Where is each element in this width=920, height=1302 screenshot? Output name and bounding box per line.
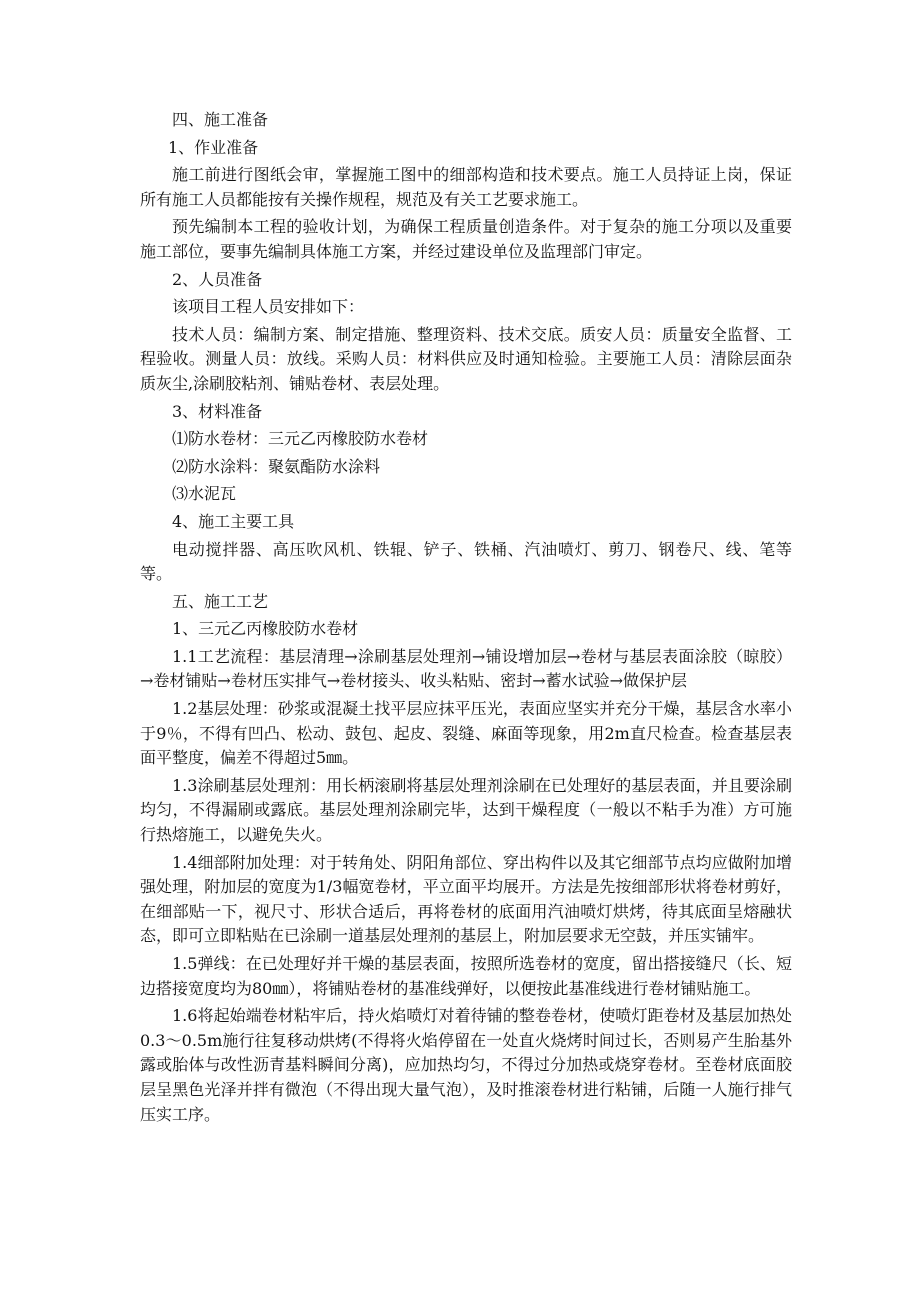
paragraph: 1.5弹线：在已处理好并干燥的基层表面，按照所选卷材的宽度，留出搭接缝尺（长、短边搭接宽度均为80㎜），将铺贴卷材的基准线弹好，以便按此基准线进行卷材铺贴施工。 [140,954,792,998]
paragraph: 预先编制本工程的验收计划，为确保工程质量创造条件。对于复杂的施工分项以及重要施工部位，要事先编制具体施工方案，并经过建设单位及监理部门审定。 [140,217,792,261]
paragraph: 该项目工程人员安排如下： [172,297,365,317]
section-5-heading: 五、施工工艺 [172,591,269,611]
list-item: ⑶水泥瓦 [172,484,237,504]
subsection-1-heading: 1、作业准备 [168,137,259,157]
subsection-4-heading: 4、施工主要工具 [172,511,295,531]
document-page [140,108,792,1130]
paragraph: 1.1工艺流程：基层清理→涂刷基层处理剂→铺设增加层→卷材与基层表面涂胶（晾胶）→卷材铺贴→卷材压实排气→卷材接头、收头粘贴、密封→蓄水试验→做保护层 [140,646,792,691]
paragraph: 电动搅拌器、高压吹风机、铁辊、铲子、铁桶、汽油喷灯、剪刀、钢卷尺、线、笔等等。 [140,539,792,584]
paragraph: 1.6将起始端卷材粘牢后，持火焰喷灯对着待铺的整卷卷材，使喷灯距卷材及基层加热处0.3～0.5m施行往复移动烘烤(不得将火焰停留在一处直火烧烤时间过长，否则易产生胎基外露或胎体与改性沥青基料瞬间分离)，应加热均匀，不得过分加热或烧穿卷材。至卷材底面胶层呈黑色光泽并拌有微泡（不得出现大量气泡），及时推滚卷材进行粘铺，后随一人施行排气压实工序。 [140,1006,792,1124]
subsection-3-heading: 3、材料准备 [172,401,263,421]
paragraph: 1.4细部附加处理：对于转角处、阴阳角部位、穿出构件以及其它细部节点均应做附加增强处理，附加层的宽度为1/3幅宽卷材，平立面平均展开。方法是先按细部形状将卷材剪好，在细部贴一下，视尺寸、形状合适后，再将卷材的底面用汽油喷灯烘烤，待其底面呈熔融状态，即可立即粘贴在已涂刷一道基层处理剂的基层上，附加层要求无空鼓，并压实铺牢。 [140,852,792,946]
section-4-heading: 四、施工准备 [172,110,269,129]
paragraph: 1.3涂刷基层处理剂：用长柄滚刷将基层处理剂涂刷在已处理好的基层表面，并且要涂刷均匀，不得漏刷或露底。基层处理剂涂刷完毕，达到干燥程度（一般以不粘手为准）方可施行热熔施工，以避免失火。 [140,775,792,845]
paragraph: 1.2基层处理：砂浆或混凝土找平层应抹平压光，表面应坚实并充分干燥，基层含水率小于9％，不得有凹凸、松动、鼓包、起皮、裂缝、麻面等现象，用2m直尺检查。检查基层表面平整度，偏差不得超过5㎜。 [140,699,792,768]
subsection-5-1-heading: 1、三元乙丙橡胶防水卷材 [172,619,359,639]
paragraph: 施工前进行图纸会审，掌握施工图中的细部构造和技术要点。施工人员持证上岗，保证所有施工人员都能按有关操作规程，规范及有关工艺要求施工。 [140,165,792,209]
subsection-2-heading: 2、人员准备 [172,269,263,289]
paragraph: 技术人员：编制方案、制定措施、整理资料、技术交底。质安人员：质量安全监督、工程验收。测量人员：放线。采购人员：材料供应及时通知检验。主要施工人员：清除层面杂质灰尘,涂刷胶粘剂、铺贴卷材、表层处理。 [140,324,792,393]
list-item: ⑴防水卷材：三元乙丙橡胶防水卷材 [172,429,429,449]
list-item: ⑵防水涂料：聚氨酯防水涂料 [172,456,381,476]
